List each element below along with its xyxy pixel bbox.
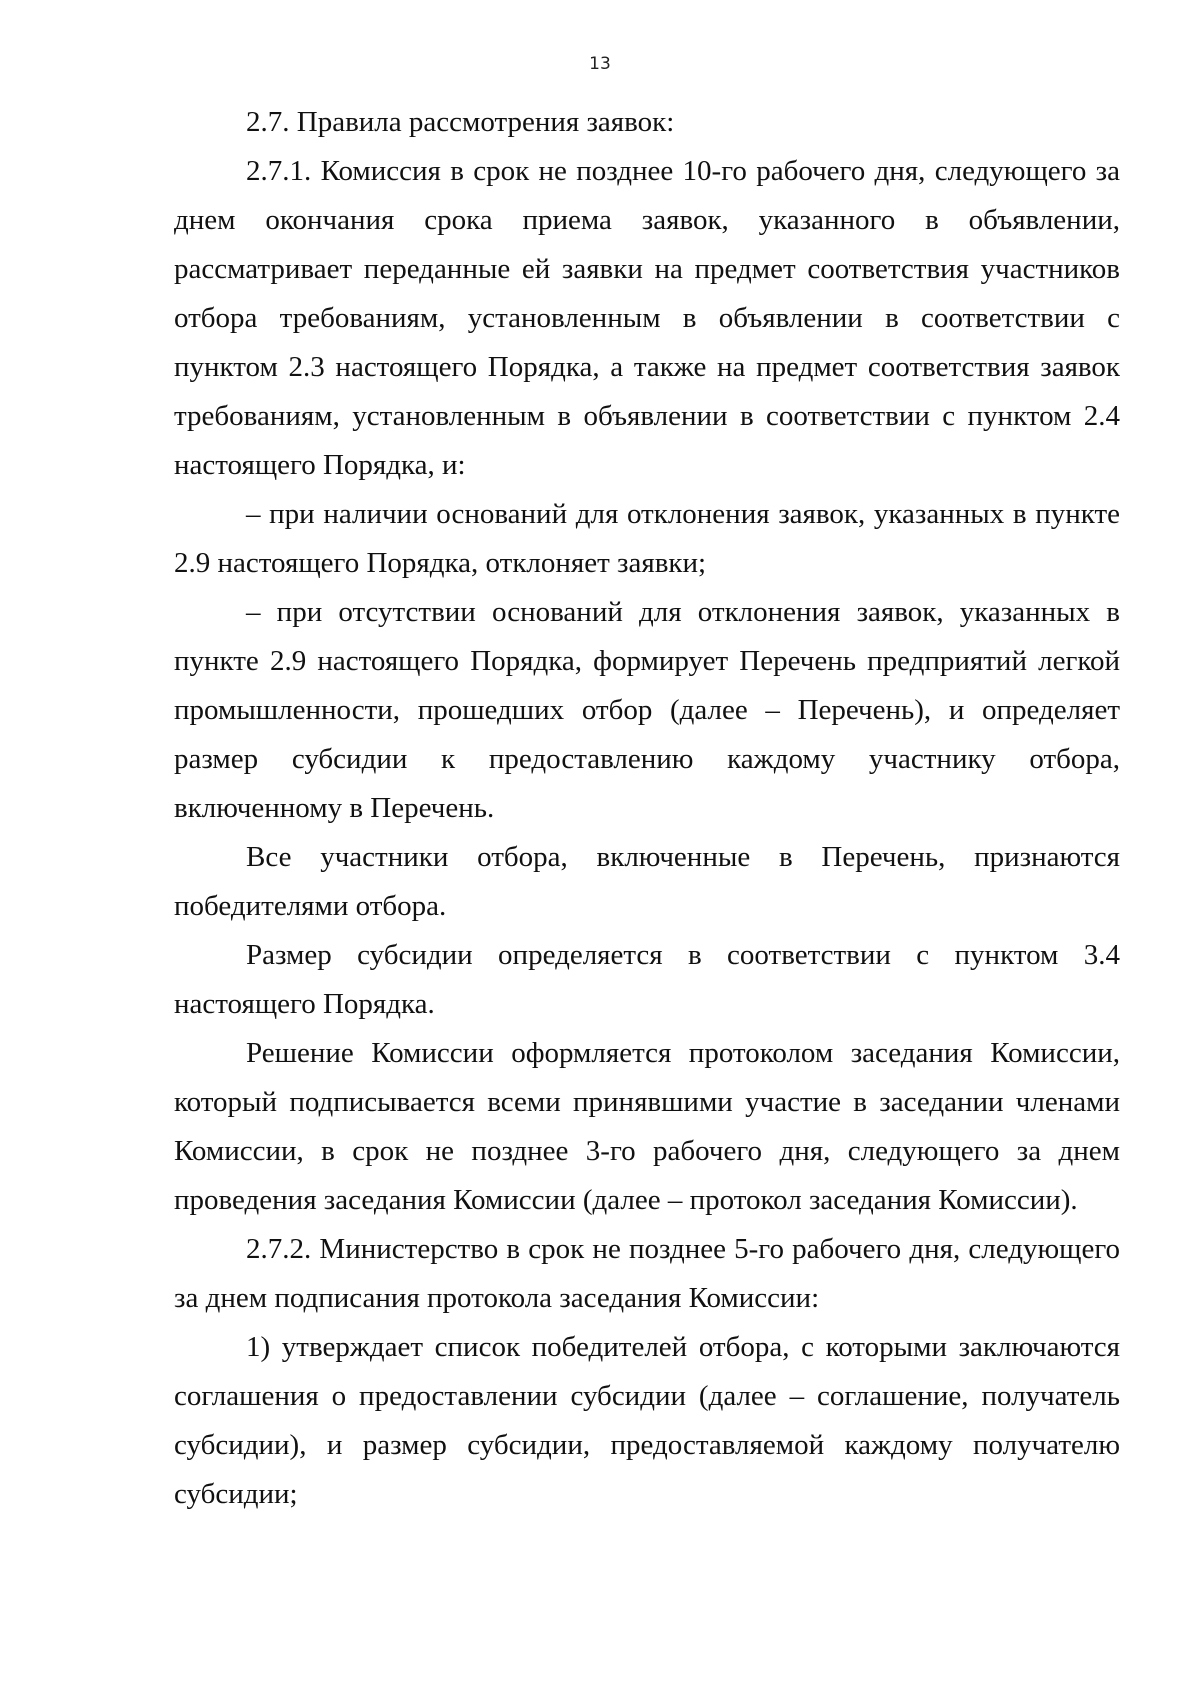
paragraph-2-7-1: 2.7.1. Комиссия в срок не позднее 10-го рабочего дня, следующего за днем окончания срока приема заявок, указанного в объявлении, рассматривает переданные ей заявки на предмет соответствия участников отбора требованиям, установленным в объявлении в соответствии с пунктом 2.3 настоящего Порядка, а также на предмет соответствия заявок требованиям, установленным в объявлении в соответствии с пунктом 2.4 настоящего Порядка, и: [174, 155, 1120, 481]
list-item-approve-winners: 1) утверждает список победителей отбора, с которыми заключаются соглашения о предоставлении субсидии (далее – соглашение, получатель субсидии), и размер субсидии, предоставляемой каждому получателю субсидии; [174, 1331, 1120, 1510]
list-item-form-list: – при отсутствии оснований для отклонения заявок, указанных в пункте 2.9 настоящего Порядка, формирует Перечень предприятий легкой промышленности, прошедших отбор (далее – Перечень), и определяет размер субсидии к предоставлению каждому участнику отбора, включенному в Перечень. [174, 596, 1120, 824]
paragraph-2-7-2: 2.7.2. Министерство в срок не позднее 5-го рабочего дня, следующего за днем подписания протокола заседания Комиссии: [174, 1233, 1120, 1314]
paragraph-winners: Все участники отбора, включенные в Перечень, признаются победителями отбора. [174, 841, 1120, 922]
list-item-reject: – при наличии оснований для отклонения заявок, указанных в пункте 2.9 настоящего Порядка, отклоняет заявки; [174, 498, 1120, 579]
section-heading-2-7: 2.7. Правила рассмотрения заявок: [246, 106, 675, 138]
paragraph-commission-decision: Решение Комиссии оформляется протоколом заседания Комиссии, который подписывается всеми принявшими участие в заседании членами Комиссии, в срок не позднее 3-го рабочего дня, следующего за днем проведения заседания Комиссии (далее – протокол заседания Комиссии). [174, 1037, 1120, 1216]
document-body [174, 98, 1120, 1519]
paragraph-subsidy-size: Размер субсидии определяется в соответствии с пунктом 3.4 настоящего Порядка. [174, 939, 1120, 1020]
page-number: 13 [589, 54, 611, 74]
